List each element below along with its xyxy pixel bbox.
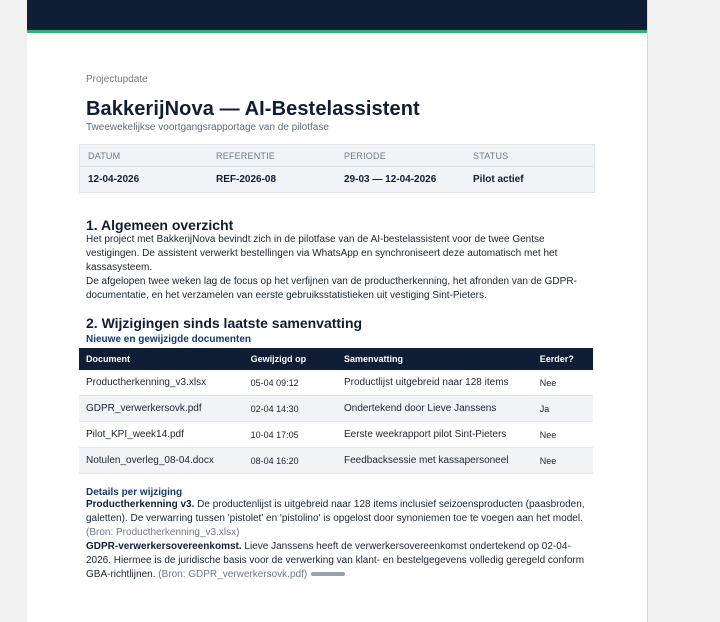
document-page <box>27 0 648 622</box>
cell-document: Productherkenning_v3.xlsx <box>79 370 244 396</box>
meta-referentie-value: REF-2026-08 <box>216 174 277 185</box>
meta-periode-label: PERIODE <box>336 145 465 167</box>
detail-gdpr <box>86 540 593 582</box>
cell-eerder: Nee <box>533 422 593 448</box>
detail-gdpr-title: GDPR-verwerkersovereenkomst. <box>86 541 242 552</box>
cell-gewijzigd: 08-04 16:20 <box>244 448 337 474</box>
documents-table <box>79 348 593 474</box>
section-heading-wijzigingen: 2. Wijzigingen sinds laatste samenvatting <box>86 315 363 331</box>
column-header-samenvatting: Samenvatting <box>337 348 533 370</box>
cell-samenvatting: Productlijst uitgebreid naar 128 items <box>337 370 533 396</box>
overzicht-paragraph-2: De afgelopen twee weken lag de focus op het verfijnen van de productherkenning, het afronden van de GDPR-documentatie, en het verzamelen van eerste gebruiksstatistieken uit vestiging Sint-Pieters. <box>86 276 577 301</box>
detail-productherkenning-source: (Bron: Productherkenning_v3.xlsx) <box>86 527 240 538</box>
meta-status-label: STATUS <box>465 145 594 167</box>
section-heading-overzicht: 1. Algemeen overzicht <box>86 217 234 233</box>
detail-productherkenning <box>86 498 593 540</box>
table-row <box>79 396 593 422</box>
document-header-bar <box>27 0 647 33</box>
table-header-row <box>79 348 593 370</box>
meta-datum-label: DATUM <box>80 145 208 167</box>
cell-document: GDPR_verwerkersovk.pdf <box>79 396 244 422</box>
meta-referentie-label: REFERENTIE <box>208 145 336 167</box>
column-header-gewijzigd: Gewijzigd op <box>244 348 337 370</box>
eyebrow-label: Projectupdate <box>86 74 148 85</box>
cell-eerder: Nee <box>533 448 593 474</box>
detail-gdpr-text: Lieve Janssens heeft de verwerkersovereenkomst ondertekend op 02-04-2026. Hiermee is de juridische basis voor de verwerking van klant- en bestelgegevens volledig geregeld conform GBA-richtlijnen. <box>86 541 585 580</box>
cell-gewijzigd: 05-04 09:12 <box>244 370 337 396</box>
column-header-document: Document <box>79 348 244 370</box>
cell-samenvatting: Ondertekend door Lieve Janssens <box>337 396 533 422</box>
table-row <box>79 370 593 396</box>
documents-subheading: Nieuwe en gewijzigde documenten <box>86 334 252 345</box>
meta-info-table <box>79 144 595 193</box>
cell-samenvatting: Eerste weekrapport pilot Sint-Pieters <box>337 422 533 448</box>
detail-productherkenning-title: Productherkenning v3. <box>86 499 195 510</box>
table-row <box>79 422 593 448</box>
page-subtitle: Tweewekelijkse voortgangsrapportage van de pilotfase <box>86 122 329 133</box>
page-title: BakkerijNova — AI-Bestelassistent <box>86 98 420 120</box>
overzicht-paragraph-1: Het project met BakkerijNova bevindt zich in de pilotfase van de AI-bestelassistent voor de twee Gentse vestigingen. De assistent verwerkt bestellingen via WhatsApp en synchroniseert deze automatisch met het kassasysteem. <box>86 234 558 273</box>
cell-eerder: Nee <box>533 370 593 396</box>
cell-eerder: Ja <box>533 396 593 422</box>
cell-document: Notulen_overleg_08-04.docx <box>79 448 244 474</box>
meta-status-value: Pilot actief <box>473 174 524 185</box>
table-row <box>79 448 593 474</box>
detail-productherkenning-text: De productenlijst is uitgebreid naar 128 items inclusief seizoensproducten (paasbroden, galetten). De verwarring tussen 'pistolet' en 'pistolino' is opgelost door synoniemen toe te voegen aan het model. <box>86 499 585 524</box>
cell-gewijzigd: 02-04 14:30 <box>244 396 337 422</box>
scroll-indicator-pill <box>311 572 345 576</box>
details-subheading: Details per wijziging <box>86 487 183 498</box>
detail-gdpr-source: (Bron: GDPR_verwerkersovk.pdf) <box>158 569 308 580</box>
meta-datum-value: 12-04-2026 <box>88 174 140 185</box>
column-header-eerder: Eerder? <box>533 348 593 370</box>
document-content <box>86 74 593 582</box>
cell-gewijzigd: 10-04 17:05 <box>244 422 337 448</box>
meta-periode-value: 29-03 — 12-04-2026 <box>344 174 437 185</box>
cell-samenvatting: Feedbacksessie met kassapersoneel <box>337 448 533 474</box>
cell-document: Pilot_KPI_week14.pdf <box>79 422 244 448</box>
